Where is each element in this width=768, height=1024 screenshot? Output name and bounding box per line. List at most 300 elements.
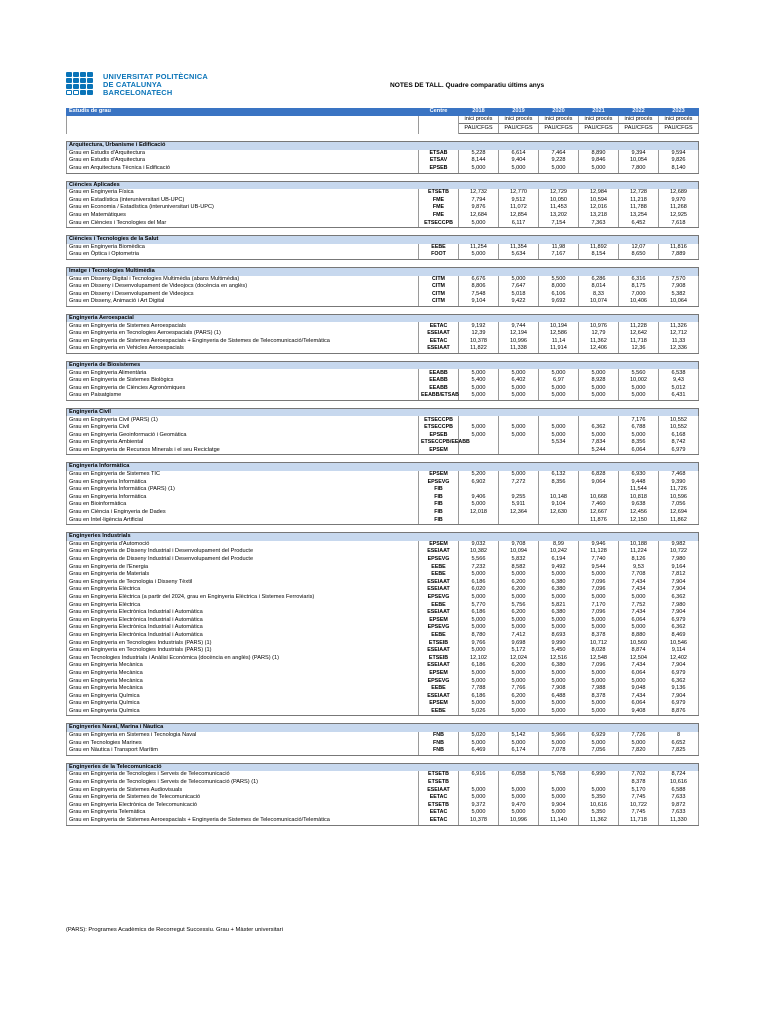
cut-off-mark: 7,096 [579, 662, 619, 670]
centre-code: ESEIAAT [419, 330, 459, 338]
cut-off-mark: 5,000 [499, 617, 539, 625]
cut-off-mark: 12,024 [499, 655, 539, 663]
centre-code: CITM [419, 298, 459, 306]
cut-off-mark: 10,560 [619, 639, 659, 647]
cut-off-mark: 5,382 [659, 291, 699, 299]
cut-off-mark: 5,000 [459, 501, 499, 509]
cut-off-mark: 8,99 [539, 541, 579, 549]
footnote: (PARS): Programes Acadèmics de Recorregut Successiu. Grau + Màster universitari [66, 927, 283, 933]
group-header-row [67, 314, 699, 322]
table-row [67, 647, 699, 655]
cut-off-mark: 5,000 [459, 432, 499, 440]
table-row [67, 298, 699, 306]
degree-name: Grau en Disseny i Desenvolupament de Videojocs (docència en anglès) [67, 283, 419, 291]
cut-off-mark: 5,000 [539, 594, 579, 602]
degree-name: Grau en Disseny Digital i Tecnologies Multimèdia (abans Multimèdia) [67, 276, 419, 284]
group-header-row [67, 142, 699, 150]
cut-off-mark: 7,434 [619, 609, 659, 617]
cut-off-mark: 5,000 [539, 787, 579, 795]
degree-name: Grau en Tecnologies Industrials i Anàlisi Econòmica (docència en anglès) (PARS) (1) [67, 655, 419, 663]
cut-off-mark: 5,000 [459, 251, 499, 259]
cut-off-mark: 8,356 [619, 439, 659, 447]
degree-name: Grau en Enginyeria Informàtica [67, 494, 419, 502]
cut-off-mark: 10,552 [659, 416, 699, 424]
group-header-row [67, 181, 699, 189]
header-year: 2020 [539, 108, 579, 116]
table-row [67, 771, 699, 779]
centre-code: EEABB/ETSAB [419, 392, 459, 400]
cut-off-mark: 7,078 [539, 747, 579, 755]
cut-off-mark: 5,000 [539, 700, 579, 708]
cut-off-mark: 6,200 [499, 586, 539, 594]
table-row [67, 509, 699, 517]
degree-name: Grau en Enginyeria Elèctrica [67, 601, 419, 609]
degree-name: Grau en Enginyeria Química [67, 700, 419, 708]
cut-off-mark: 9,846 [579, 157, 619, 165]
cut-off-mark: 12,018 [459, 509, 499, 517]
group-header-row [67, 408, 699, 416]
cut-off-mark: 5,000 [459, 369, 499, 377]
cut-off-mark: 7,800 [619, 165, 659, 173]
centre-code: ETSAB [419, 150, 459, 158]
centre-code: ESEIAAT [419, 586, 459, 594]
group-title: Ciències Aplicades [67, 181, 419, 189]
cut-off-mark: 8,650 [619, 251, 659, 259]
degree-name: Grau en Enginyeria d'Automoció [67, 541, 419, 549]
degree-name: Grau en Enginyeria Química [67, 708, 419, 716]
cut-off-mark: 7,766 [499, 685, 539, 693]
cut-off-mark: 13,254 [619, 212, 659, 220]
group-title: Enginyeries de la Telecomunicació [67, 763, 419, 771]
cut-off-mark: 5,000 [619, 385, 659, 393]
centre-code: ESEIAAT [419, 579, 459, 587]
cut-off-mark: 7,904 [659, 609, 699, 617]
header-year: 2018 [459, 108, 499, 116]
cut-off-mark: 8,378 [619, 779, 659, 787]
cut-off-mark: 7,056 [659, 501, 699, 509]
cut-off-mark [459, 779, 499, 787]
table-row [67, 817, 699, 825]
header-year: 2021 [579, 108, 619, 116]
cut-off-mark [499, 486, 539, 494]
degree-name: Grau en Estadística (interuniversitari UB-UPC) [67, 197, 419, 205]
subheader-pau: PAU/CFGS [539, 124, 579, 134]
centre-code: ETSEIB [419, 639, 459, 647]
cut-off-mark: 7,980 [659, 601, 699, 609]
cut-off-mark: 5,000 [579, 385, 619, 393]
cut-off-mark: 10,594 [579, 197, 619, 205]
cut-off-mark: 11,228 [619, 322, 659, 330]
cut-off-mark: 5,000 [459, 740, 499, 748]
cut-off-mark: 9,422 [499, 298, 539, 306]
subheader-row-1 [67, 116, 699, 124]
cut-off-mark: 10,406 [619, 298, 659, 306]
cut-off-mark [459, 517, 499, 525]
centre-code: EEBE [419, 564, 459, 572]
cut-off-mark: 9,136 [659, 685, 699, 693]
cut-off-mark [539, 779, 579, 787]
group-spacer [67, 228, 699, 236]
cut-off-mark: 9,394 [619, 150, 659, 158]
degree-name: Grau en Enginyeria de l'Energia [67, 564, 419, 572]
centre-code: EPSEM [419, 670, 459, 678]
centre-code: EPSEVG [419, 556, 459, 564]
cut-off-mark [539, 416, 579, 424]
cut-off-mark: 7,647 [499, 283, 539, 291]
header-studies: Estudis de grau [67, 108, 419, 116]
cut-off-mark: 11,718 [619, 817, 659, 825]
cut-off-mark: 12,336 [659, 345, 699, 353]
cut-off-mark: 7,460 [579, 501, 619, 509]
cut-off-mark: 8,469 [659, 632, 699, 640]
table-row [67, 517, 699, 525]
cut-off-mark: 6,186 [459, 693, 499, 701]
cut-off-mark: 12,667 [579, 509, 619, 517]
degree-name: Grau en Enginyeria Electrònica Industrial i Automàtica [67, 624, 419, 632]
subheader-pau: PAU/CFGS [619, 124, 659, 134]
cut-off-mark: 11,726 [659, 486, 699, 494]
cut-off-mark: 6,174 [499, 747, 539, 755]
degree-name: Grau en Enginyeria Electrònica Industrial i Automàtica [67, 609, 419, 617]
table-row [67, 670, 699, 678]
group-header-row [67, 236, 699, 244]
degree-name: Grau en Enginyeria de Sistemes TIC [67, 471, 419, 479]
cut-off-mark: 8,582 [499, 564, 539, 572]
cut-off-mark: 5,000 [499, 787, 539, 795]
cut-off-mark: 5,000 [459, 571, 499, 579]
centre-code: EPSEVG [419, 479, 459, 487]
cut-off-mark: 9,404 [499, 157, 539, 165]
cut-off-mark: 6,380 [539, 609, 579, 617]
cut-off-mark: 6,058 [499, 771, 539, 779]
cut-off-mark: 6,194 [539, 556, 579, 564]
table-row [67, 685, 699, 693]
cut-off-mark: 12,689 [659, 189, 699, 197]
group-header-row [67, 267, 699, 275]
cut-off-mark: 9,744 [499, 322, 539, 330]
table-row [67, 251, 699, 259]
cut-off-mark: 10,064 [659, 298, 699, 306]
centre-code: EETAC [419, 809, 459, 817]
cut-off-mark: 8,378 [579, 632, 619, 640]
cut-off-mark: 12,39 [459, 330, 499, 338]
centre-code: EETAC [419, 338, 459, 346]
centre-code: EEABB [419, 385, 459, 393]
cut-off-mark [579, 416, 619, 424]
cut-off-mark: 6,990 [579, 771, 619, 779]
cut-off-mark: 5,000 [459, 787, 499, 795]
cut-off-mark: 11,718 [619, 338, 659, 346]
cut-off-mark: 6,200 [499, 662, 539, 670]
table-row [67, 150, 699, 158]
table-row [67, 432, 699, 440]
cut-off-mark: 7,412 [499, 632, 539, 640]
cut-off-mark: 7,154 [539, 220, 579, 228]
degree-name: Grau en Enginyeria en Tecnologies Industrials (PARS) (1) [67, 647, 419, 655]
cut-off-mark: 10,546 [659, 639, 699, 647]
table-row [67, 632, 699, 640]
centre-code: ESEIAAT [419, 787, 459, 795]
table-row [67, 571, 699, 579]
cut-off-mark: 5,000 [539, 670, 579, 678]
cut-off-mark: 5,000 [499, 432, 539, 440]
table-row [67, 486, 699, 494]
centre-code: EETAC [419, 794, 459, 802]
table-row [67, 662, 699, 670]
cut-off-mark: 5,000 [579, 617, 619, 625]
centre-code: EEBE [419, 571, 459, 579]
cut-off-mark: 12,925 [659, 212, 699, 220]
cut-off-mark: 5,200 [459, 471, 499, 479]
subheader-pau: PAU/CFGS [579, 124, 619, 134]
degree-name: Grau en Disseny i Desenvolupament de Videojocs [67, 291, 419, 299]
subheader-row-2 [67, 124, 699, 134]
table-row [67, 594, 699, 602]
centre-code: EPSEM [419, 471, 459, 479]
cut-off-mark: 5,000 [499, 392, 539, 400]
centre-code: ETSETB [419, 189, 459, 197]
cut-off-mark: 5,000 [499, 708, 539, 716]
cut-off-mark: 5,000 [539, 708, 579, 716]
upc-logo-icon [66, 72, 98, 98]
degree-name: Grau en Bioinformàtica [67, 501, 419, 509]
cut-off-mark: 7,980 [659, 556, 699, 564]
degree-name: Grau en Enginyeria de Tecnologia i Disseny Tèxtil [67, 579, 419, 587]
degree-name: Grau en Enginyeria de Disseny Industrial i Desenvolupament del Producte [67, 556, 419, 564]
cut-off-mark: 5,000 [459, 624, 499, 632]
centre-code: FIB [419, 509, 459, 517]
cut-off-mark: 5,000 [539, 794, 579, 802]
degree-name: Grau en Enginyeria Civil [67, 424, 419, 432]
degree-name: Grau en Òptica i Optometria [67, 251, 419, 259]
cut-off-mark: 9,032 [459, 541, 499, 549]
cut-off-marks-table [66, 108, 699, 826]
centre-code: FIB [419, 494, 459, 502]
table-row [67, 189, 699, 197]
cut-off-mark: 7,820 [619, 747, 659, 755]
table-row [67, 244, 699, 252]
cut-off-mark: 7,176 [619, 416, 659, 424]
subheader-start: inici procés [579, 116, 619, 124]
table-row [67, 424, 699, 432]
cut-off-mark: 7,434 [619, 662, 659, 670]
cut-off-mark: 9,43 [659, 377, 699, 385]
cut-off-mark: 6,380 [539, 662, 579, 670]
degree-name: Grau en Matemàtiques [67, 212, 419, 220]
cut-off-mark: 7,708 [619, 571, 659, 579]
cut-off-mark: 8,780 [459, 632, 499, 640]
table-row [67, 579, 699, 587]
cut-off-mark: 12,516 [539, 655, 579, 663]
degree-name: Grau en Enginyeria Mecànica [67, 670, 419, 678]
cut-off-mark: 9,638 [619, 501, 659, 509]
cut-off-mark: 7,752 [619, 601, 659, 609]
centre-code: ETSECCPB [419, 416, 459, 424]
cut-off-mark: 5,000 [499, 677, 539, 685]
cut-off-mark: 5,244 [579, 447, 619, 455]
degree-name: Grau en Tecnologies Marines [67, 740, 419, 748]
cut-off-mark: 7,904 [659, 693, 699, 701]
cut-off-mark: 5,000 [539, 740, 579, 748]
subheader-start: inici procés [459, 116, 499, 124]
centre-code: ESEIAAT [419, 662, 459, 670]
cut-off-mark: 8,890 [579, 150, 619, 158]
degree-name: Grau en Arquitectura Tècnica i Edificació [67, 165, 419, 173]
cut-off-mark: 5,000 [539, 392, 579, 400]
cut-off-mark: 9,692 [539, 298, 579, 306]
group-header-row [67, 533, 699, 541]
degree-name: Grau en Enginyeria de Ciències Agronòmiques [67, 385, 419, 393]
cut-off-mark: 5,000 [619, 677, 659, 685]
cut-off-mark: 12,694 [659, 509, 699, 517]
group-header-row [67, 361, 699, 369]
centre-code: ETSEIB [419, 655, 459, 663]
cut-off-mark: 5,000 [499, 594, 539, 602]
table-row [67, 501, 699, 509]
cut-off-mark: 8,000 [539, 283, 579, 291]
table-row [67, 779, 699, 787]
cut-off-mark: 11,914 [539, 345, 579, 353]
cut-off-mark: 6,979 [659, 617, 699, 625]
centre-code: EPSEM [419, 617, 459, 625]
cut-off-mark: 6,186 [459, 609, 499, 617]
degree-name: Grau en Disseny, Animació i Art Digital [67, 298, 419, 306]
table-row [67, 609, 699, 617]
cut-off-mark: 5,000 [539, 809, 579, 817]
table-row [67, 479, 699, 487]
cut-off-mark: 6,588 [659, 787, 699, 795]
cut-off-mark: 12,984 [579, 189, 619, 197]
cut-off-mark: 8,126 [619, 556, 659, 564]
group-spacer [67, 306, 699, 314]
group-spacer [67, 400, 699, 408]
centre-code: FOOT [419, 251, 459, 259]
table-row [67, 541, 699, 549]
cut-off-mark: 6,979 [659, 670, 699, 678]
cut-off-mark [499, 779, 539, 787]
cut-off-mark: 5,000 [499, 471, 539, 479]
table-row [67, 586, 699, 594]
cut-off-mark: 6,930 [619, 471, 659, 479]
header-year: 2022 [619, 108, 659, 116]
centre-code: EPSEVG [419, 624, 459, 632]
group-spacer [67, 716, 699, 724]
degree-name: Grau en Enginyeria de Materials [67, 571, 419, 579]
table-row [67, 447, 699, 455]
cut-off-mark: 5,228 [459, 150, 499, 158]
group-spacer [67, 173, 699, 181]
university-line-3: BARCELONATECH [103, 88, 173, 98]
cut-off-mark: 6,929 [579, 732, 619, 740]
degree-name: Grau en Estudis d'Arquitectura [67, 157, 419, 165]
cut-off-mark: 5,000 [539, 385, 579, 393]
cut-off-mark: 10,378 [459, 338, 499, 346]
group-title: Enginyeries Industrials [67, 533, 419, 541]
degree-name: Grau en Enginyeria Elèctrica [67, 586, 419, 594]
cut-off-mark: 6,380 [539, 586, 579, 594]
cut-off-mark: 5,000 [579, 708, 619, 716]
cut-off-mark: 12,456 [619, 509, 659, 517]
cut-off-mark: 5,000 [579, 594, 619, 602]
cut-off-mark: 7,056 [579, 747, 619, 755]
centre-code: ETSECCPB [419, 424, 459, 432]
cut-off-mark: 6,979 [659, 700, 699, 708]
centre-code: ESEIAAT [419, 548, 459, 556]
cut-off-mark: 11,354 [499, 244, 539, 252]
centre-code: ESEIAAT [419, 609, 459, 617]
cut-off-mark: 12,586 [539, 330, 579, 338]
table-row [67, 732, 699, 740]
degree-name: Grau en Nàutica i Transport Marítim [67, 747, 419, 755]
cut-off-mark: 5,450 [539, 647, 579, 655]
cut-off-mark: 7,904 [659, 586, 699, 594]
cut-off-mark: 10,976 [579, 322, 619, 330]
degree-name: Grau en Enginyeria de Sistemes Audiovisuals [67, 787, 419, 795]
cut-off-mark: 5,000 [539, 571, 579, 579]
cut-off-mark: 12,728 [619, 189, 659, 197]
cut-off-mark: 11,544 [619, 486, 659, 494]
group-title: Arquitectura, Urbanisme i Edificació [67, 142, 419, 150]
upc-logo [66, 72, 208, 98]
cut-off-mark: 5,000 [499, 165, 539, 173]
cut-off-mark: 6,064 [619, 670, 659, 678]
cut-off-mark: 5,000 [459, 700, 499, 708]
cut-off-mark: 7,988 [579, 685, 619, 693]
cut-off-mark: 12,150 [619, 517, 659, 525]
cut-off-mark: 5,770 [459, 601, 499, 609]
centre-code: EEABB [419, 369, 459, 377]
cut-off-mark: 5,000 [579, 787, 619, 795]
cut-off-mark: 5,000 [579, 432, 619, 440]
cut-off-mark: 5,000 [499, 809, 539, 817]
cut-off-mark [459, 447, 499, 455]
cut-off-mark: 12,854 [499, 212, 539, 220]
cut-off-mark [459, 486, 499, 494]
degree-name: Grau en Enginyeria en Tecnologies Industrials (PARS) (1) [67, 639, 419, 647]
cut-off-mark [539, 486, 579, 494]
cut-off-mark: 7,633 [659, 794, 699, 802]
cut-off-mark: 11,362 [579, 817, 619, 825]
cut-off-mark: 7,363 [579, 220, 619, 228]
centre-code: EPSEVG [419, 677, 459, 685]
centre-code: FME [419, 197, 459, 205]
group-title: Imatge i Tecnologies Multimèdia [67, 267, 419, 275]
cut-off-mark: 5,000 [459, 617, 499, 625]
cut-off-mark: 9,708 [499, 541, 539, 549]
cut-off-mark [579, 486, 619, 494]
cut-off-mark: 11,362 [579, 338, 619, 346]
table-row [67, 330, 699, 338]
table-row [67, 787, 699, 795]
cut-off-mark: 6,106 [539, 291, 579, 299]
degree-name: Grau en Enginyeria en Tecnologies Aeroespacials (PARS) (1) [67, 330, 419, 338]
cut-off-mark: 5,000 [499, 424, 539, 432]
degree-name: Grau en Enginyeria de Sistemes Aeroespacials [67, 322, 419, 330]
group-spacer [67, 525, 699, 533]
cut-off-mark: 5,000 [539, 677, 579, 685]
degree-name: Grau en Enginyeria Alimentària [67, 369, 419, 377]
cut-off-mark: 11,254 [459, 244, 499, 252]
cut-off-mark: 11,14 [539, 338, 579, 346]
centre-code: EETAC [419, 322, 459, 330]
group-header-row [67, 463, 699, 471]
cut-off-mark: 5,756 [499, 601, 539, 609]
cut-off-mark: 11,822 [459, 345, 499, 353]
cut-off-mark: 7,096 [579, 609, 619, 617]
cut-off-mark: 5,000 [499, 276, 539, 284]
cut-off-mark: 5,000 [499, 794, 539, 802]
cut-off-mark: 6,117 [499, 220, 539, 228]
